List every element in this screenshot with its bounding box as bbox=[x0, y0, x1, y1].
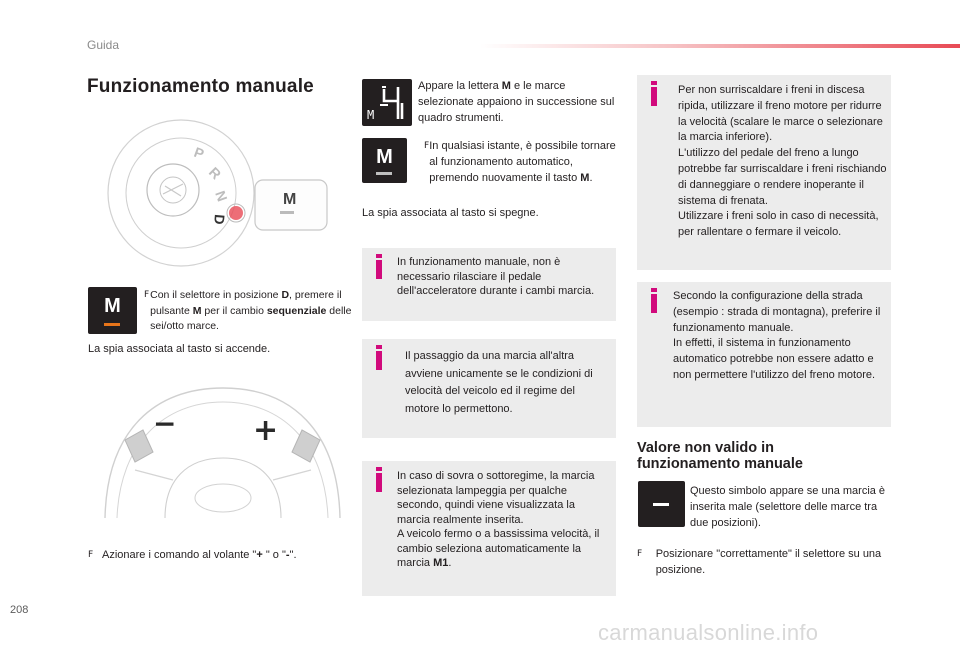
page-number: 208 bbox=[10, 604, 29, 616]
step-arrow-icon: F bbox=[424, 141, 430, 151]
step-arrow-icon: F bbox=[637, 549, 643, 559]
paddle-plus-sign: + bbox=[253, 413, 279, 448]
indicator-m-letter: M bbox=[104, 295, 121, 317]
selector-letter-p: P bbox=[191, 143, 207, 163]
info-box-mountain: Secondo la configurazione della strada (esempio : strada di montagna), preferire il funzionamento manuale. In effetti, il sistema in funzionamento automatico potrebbe non essere adatto e non permettere l'utilizzo del freno motore. bbox=[637, 282, 891, 427]
info-icon bbox=[376, 351, 382, 370]
para-gear-display: Appare la lettera M e le marce selezionate appaiono in successione sul quadro strumenti. bbox=[418, 80, 615, 124]
selector-letter-d: D bbox=[211, 213, 228, 226]
step-select-manual: F Con il selettore in posizione D, premere il pulsante M per il cambio sequenziale delle sei/otto marce. bbox=[144, 288, 354, 335]
header-decoration-bar bbox=[480, 44, 960, 48]
info-box-conditions: Il passaggio da una marcia all'altra avviene unicamente se le condizioni di velocità del veicolo ed il regime del motore lo permettono. bbox=[362, 339, 616, 438]
watermark: carmanualsonline.info bbox=[598, 620, 819, 645]
step-use-paddles: F Azionare i comando al volante "+ " o "-". bbox=[88, 549, 297, 561]
info-box-overrev: In caso di sovra o sottoregime, la marcia selezionata lampeggia per qualche secondo, quindi viene visualizzata la marcia realmente inserita. A veicolo fermo o a bassissima velocità, il cambio seleziona automaticamente la marcia M1. bbox=[362, 461, 616, 596]
info-box-brakes: Per non surriscaldare i freni in discesa ripida, utilizzare il freno motore per ridurre la velocità (scalare le marce o selezionare la marcia inferiore). L'utilizzo del pedale del freno a lungo potrebbe far surriscaldare i freni rischiando di danneggiare o rendere inoperante il sistema di frenata. Utilizzare i freni solo in caso di necessità, per rallentare o fermare il veicolo. bbox=[637, 75, 891, 270]
section-title: Funzionamento manuale bbox=[87, 76, 314, 97]
step-return-automatic: F In qualsiasi istante, è possibile tornare al funzionamento automatico, premendo nuovamente il tasto M. bbox=[424, 140, 616, 184]
gear-display-indicator bbox=[362, 79, 412, 126]
section-title-invalid: Valore non valido in funzionamento manuale bbox=[637, 440, 803, 472]
manual-mode-indicator-off bbox=[362, 138, 407, 183]
indicator-m-letter: M bbox=[376, 146, 393, 168]
info-box-accelerator: In funzionamento manuale, non è necessario rilasciare il pedale dell'acceleratore durante i cambi marcia. bbox=[362, 248, 616, 321]
para-invalid-symbol: Questo simbolo appare se una marcia è inserita male (selettore delle marce tra due posizioni). bbox=[690, 485, 886, 529]
info-icon bbox=[651, 87, 657, 106]
selector-letter-n: N bbox=[212, 188, 231, 204]
button-m-label: M bbox=[283, 191, 297, 208]
manual-mode-indicator-on bbox=[88, 287, 137, 334]
svg-text:M: M bbox=[367, 108, 375, 122]
info-icon bbox=[376, 473, 382, 492]
paddle-minus-sign: − bbox=[153, 407, 177, 440]
step-arrow-icon: F bbox=[88, 550, 94, 560]
step-reposition-selector: F Posizionare "correttamente" il selettore su una posizione. bbox=[637, 548, 882, 576]
invalid-dash-icon bbox=[653, 503, 669, 506]
note-lamp-off: La spia associata al tasto si spegne. bbox=[362, 207, 539, 219]
info-icon bbox=[376, 260, 382, 279]
gear-selector-illustration bbox=[107, 118, 347, 273]
indicator-orange-bar bbox=[104, 323, 120, 326]
note-lamp-on: La spia associata al tasto si accende. bbox=[88, 343, 271, 355]
invalid-value-indicator bbox=[638, 481, 685, 527]
indicator-grey-bar bbox=[376, 172, 392, 175]
m1-display-icon bbox=[362, 79, 412, 126]
header-label: Guida bbox=[87, 38, 120, 52]
info-icon bbox=[651, 294, 657, 313]
selector-letter-r: R bbox=[205, 163, 225, 183]
step-arrow-icon: F bbox=[144, 290, 150, 300]
steering-wheel-illustration bbox=[95, 370, 350, 518]
